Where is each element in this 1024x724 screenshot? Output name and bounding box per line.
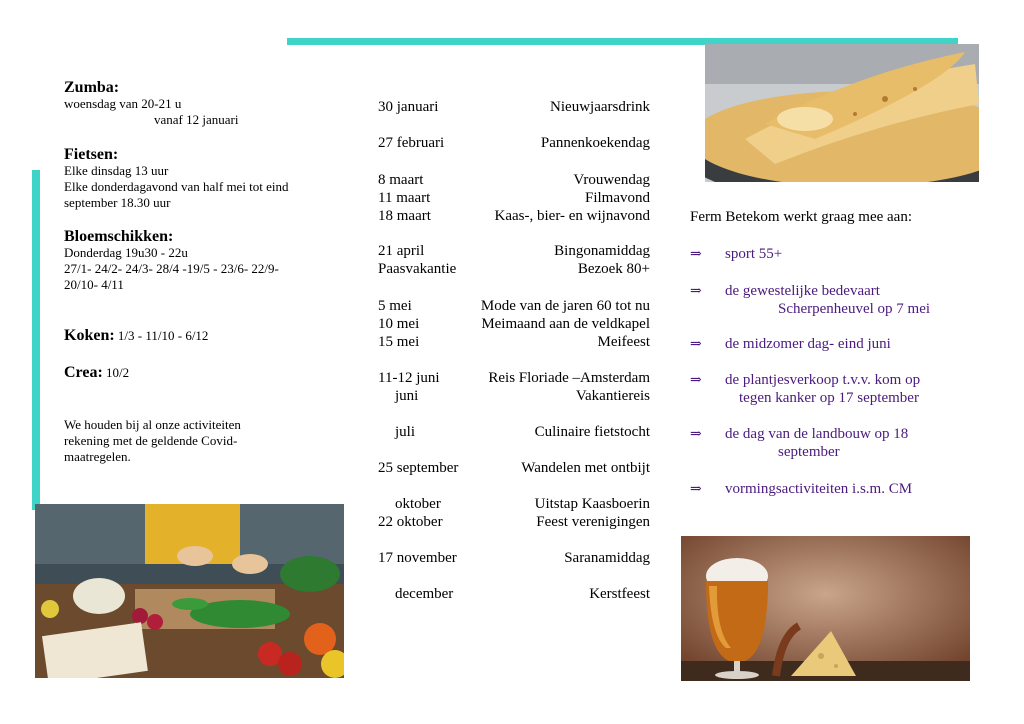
- calendar-row: [378, 585, 650, 603]
- bloemschikken-line1: Donderdag 19u30 - 22u: [64, 245, 188, 260]
- calendar-row: [378, 260, 650, 278]
- calendar-event: Feest verenigingen: [536, 514, 650, 530]
- calendar-date: 8 maart: [378, 172, 424, 188]
- arrow-icon: ⇒: [690, 284, 702, 299]
- calendar-row: [378, 459, 650, 477]
- calendar-date: 21 april: [378, 243, 425, 259]
- participation-intro: Ferm Betekom werkt graag mee aan:: [690, 209, 912, 225]
- zumba-title: Zumba:: [64, 79, 120, 96]
- calendar-row: [378, 134, 650, 152]
- calendar-date: Paasvakantie: [378, 261, 457, 277]
- calendar-event: Meimaand aan de veldkapel: [481, 316, 650, 332]
- calendar-event: Bingonamiddag: [554, 243, 650, 259]
- koken-title: Koken:: [64, 327, 115, 344]
- activity-calendar-nov: [378, 549, 650, 567]
- calendar-event: Meifeest: [597, 334, 650, 350]
- calendar-row: [378, 333, 650, 351]
- zumba-section: [64, 80, 238, 128]
- fietsen-section: [64, 147, 289, 211]
- activity-calendar-jul: [378, 423, 650, 441]
- koken-dates: 1/3 - 11/10 - 6/12: [117, 328, 209, 343]
- calendar-date: 30 januari: [378, 99, 439, 115]
- koken-section: [64, 328, 208, 344]
- calendar-row: [378, 423, 650, 441]
- calendar-row: [378, 369, 650, 387]
- calendar-event: Kaas-, bier- en wijnavond: [494, 208, 650, 224]
- calendar-event: Vrouwendag: [573, 172, 650, 188]
- calendar-event: Filmavond: [584, 190, 650, 206]
- arrow-icon: ⇒: [690, 247, 702, 262]
- calendar-event: Bezoek 80+: [577, 261, 650, 277]
- bloemschikken-line2: 27/1- 24/2- 24/3- 28/4 -19/5 - 23/6- 22/9-: [64, 261, 279, 276]
- fietsen-line1: Elke dinsdag 13 uur: [64, 163, 169, 178]
- calendar-date: juni: [395, 388, 419, 404]
- activity-calendar-feb: [378, 134, 650, 152]
- fietsen-line3: september 18.30 uur: [64, 195, 171, 210]
- crea-title: Crea:: [64, 364, 103, 381]
- calendar-event: Culinaire fietstocht: [534, 424, 650, 440]
- calendar-row: [378, 315, 650, 333]
- vegetables-photo: [35, 504, 344, 678]
- calendar-event: Uitstap Kaasboerin: [534, 496, 650, 512]
- calendar-date: 22 oktober: [378, 514, 443, 530]
- calendar-date: 5 mei: [378, 298, 412, 314]
- pancake-illustration: [705, 44, 979, 182]
- bloemschikken-title: Bloemschikken:: [64, 228, 174, 245]
- calendar-row: [378, 549, 650, 567]
- calendar-date: 15 mei: [378, 334, 420, 350]
- covid-note: [64, 417, 241, 465]
- calendar-row: [378, 207, 650, 225]
- calendar-date: 11-12 juni: [378, 370, 440, 386]
- activity-calendar-jun: [378, 369, 650, 405]
- calendar-event: Wandelen met ontbijt: [521, 460, 650, 476]
- calendar-date: december: [395, 586, 454, 602]
- activity-calendar-may: [378, 297, 650, 351]
- arrow-icon: ⇒: [690, 337, 702, 352]
- item-line1: de gewestelijke bedevaart: [725, 283, 880, 299]
- item-line1: de plantjesverkoop t.v.v. kom op: [725, 372, 921, 388]
- calendar-row: [378, 242, 650, 260]
- arrow-icon: ⇒: [690, 482, 702, 497]
- bloemschikken-line3: 20/10- 4/11: [64, 277, 124, 292]
- arrow-icon: ⇒: [690, 427, 702, 442]
- calendar-date: 17 november: [378, 550, 457, 566]
- bloemschikken-section: [64, 229, 279, 293]
- calendar-row: [378, 495, 650, 513]
- item-line2: september: [778, 444, 840, 460]
- calendar-row: [378, 297, 650, 315]
- crea-dates: 10/2: [106, 365, 130, 380]
- beer-cheese-photo: [681, 536, 970, 681]
- calendar-row: [378, 387, 650, 405]
- fietsen-line2: Elke donderdagavond van half mei tot eind: [64, 179, 289, 194]
- calendar-event: Kerstfeest: [589, 586, 650, 602]
- calendar-event: Reis Floriade –Amsterdam: [488, 370, 650, 386]
- left-accent-bar: [32, 170, 40, 510]
- item-line1: de midzomer dag- eind juni: [725, 336, 891, 352]
- item-line1: sport 55+: [725, 246, 783, 262]
- calendar-date: 11 maart: [378, 190, 431, 206]
- covid-line2: rekening met de geldende Covid-: [64, 433, 238, 448]
- activity-calendar-mar: [378, 171, 650, 225]
- calendar-date: 18 maart: [378, 208, 431, 224]
- calendar-date: juli: [395, 424, 416, 440]
- activity-calendar: [378, 98, 650, 116]
- calendar-event: Mode van de jaren 60 tot nu: [480, 298, 650, 314]
- item-line2: Scherpenheuvel op 7 mei: [778, 301, 931, 317]
- arrow-icon: ⇒: [690, 373, 702, 388]
- calendar-event: Saranamiddag: [564, 550, 650, 566]
- calendar-date: 25 september: [378, 460, 459, 476]
- item-line2: tegen kanker op 17 september: [739, 390, 919, 406]
- calendar-row: [378, 171, 650, 189]
- calendar-event: Vakantiereis: [575, 388, 650, 404]
- zumba-line1: woensdag van 20-21 u: [64, 96, 182, 111]
- calendar-event: Nieuwjaarsdrink: [550, 99, 650, 115]
- calendar-row: [378, 98, 650, 116]
- pancake-photo: [705, 44, 979, 182]
- activity-calendar-oct: [378, 495, 650, 531]
- item-line1: de dag van de landbouw op 18: [725, 426, 909, 442]
- beer-cheese-illustration: [681, 536, 970, 681]
- covid-line1: We houden bij al onze activiteiten: [64, 417, 241, 432]
- zumba-line2: vanaf 12 januari: [154, 112, 239, 127]
- fietsen-title: Fietsen:: [64, 146, 119, 163]
- calendar-event: Pannenkoekendag: [540, 135, 650, 151]
- calendar-row: [378, 513, 650, 531]
- vegetables-illustration: [35, 504, 344, 678]
- calendar-date: oktober: [395, 496, 441, 512]
- calendar-date: 27 februari: [378, 135, 445, 151]
- item-line1: vormingsactiviteiten i.s.m. CM: [725, 481, 913, 497]
- calendar-date: 10 mei: [378, 316, 420, 332]
- activity-calendar-apr: [378, 242, 650, 278]
- activity-calendar-dec: [378, 585, 650, 603]
- covid-line3: maatregelen.: [64, 449, 131, 464]
- calendar-row: [378, 189, 650, 207]
- activity-calendar-sep: [378, 459, 650, 477]
- crea-section: [64, 365, 129, 381]
